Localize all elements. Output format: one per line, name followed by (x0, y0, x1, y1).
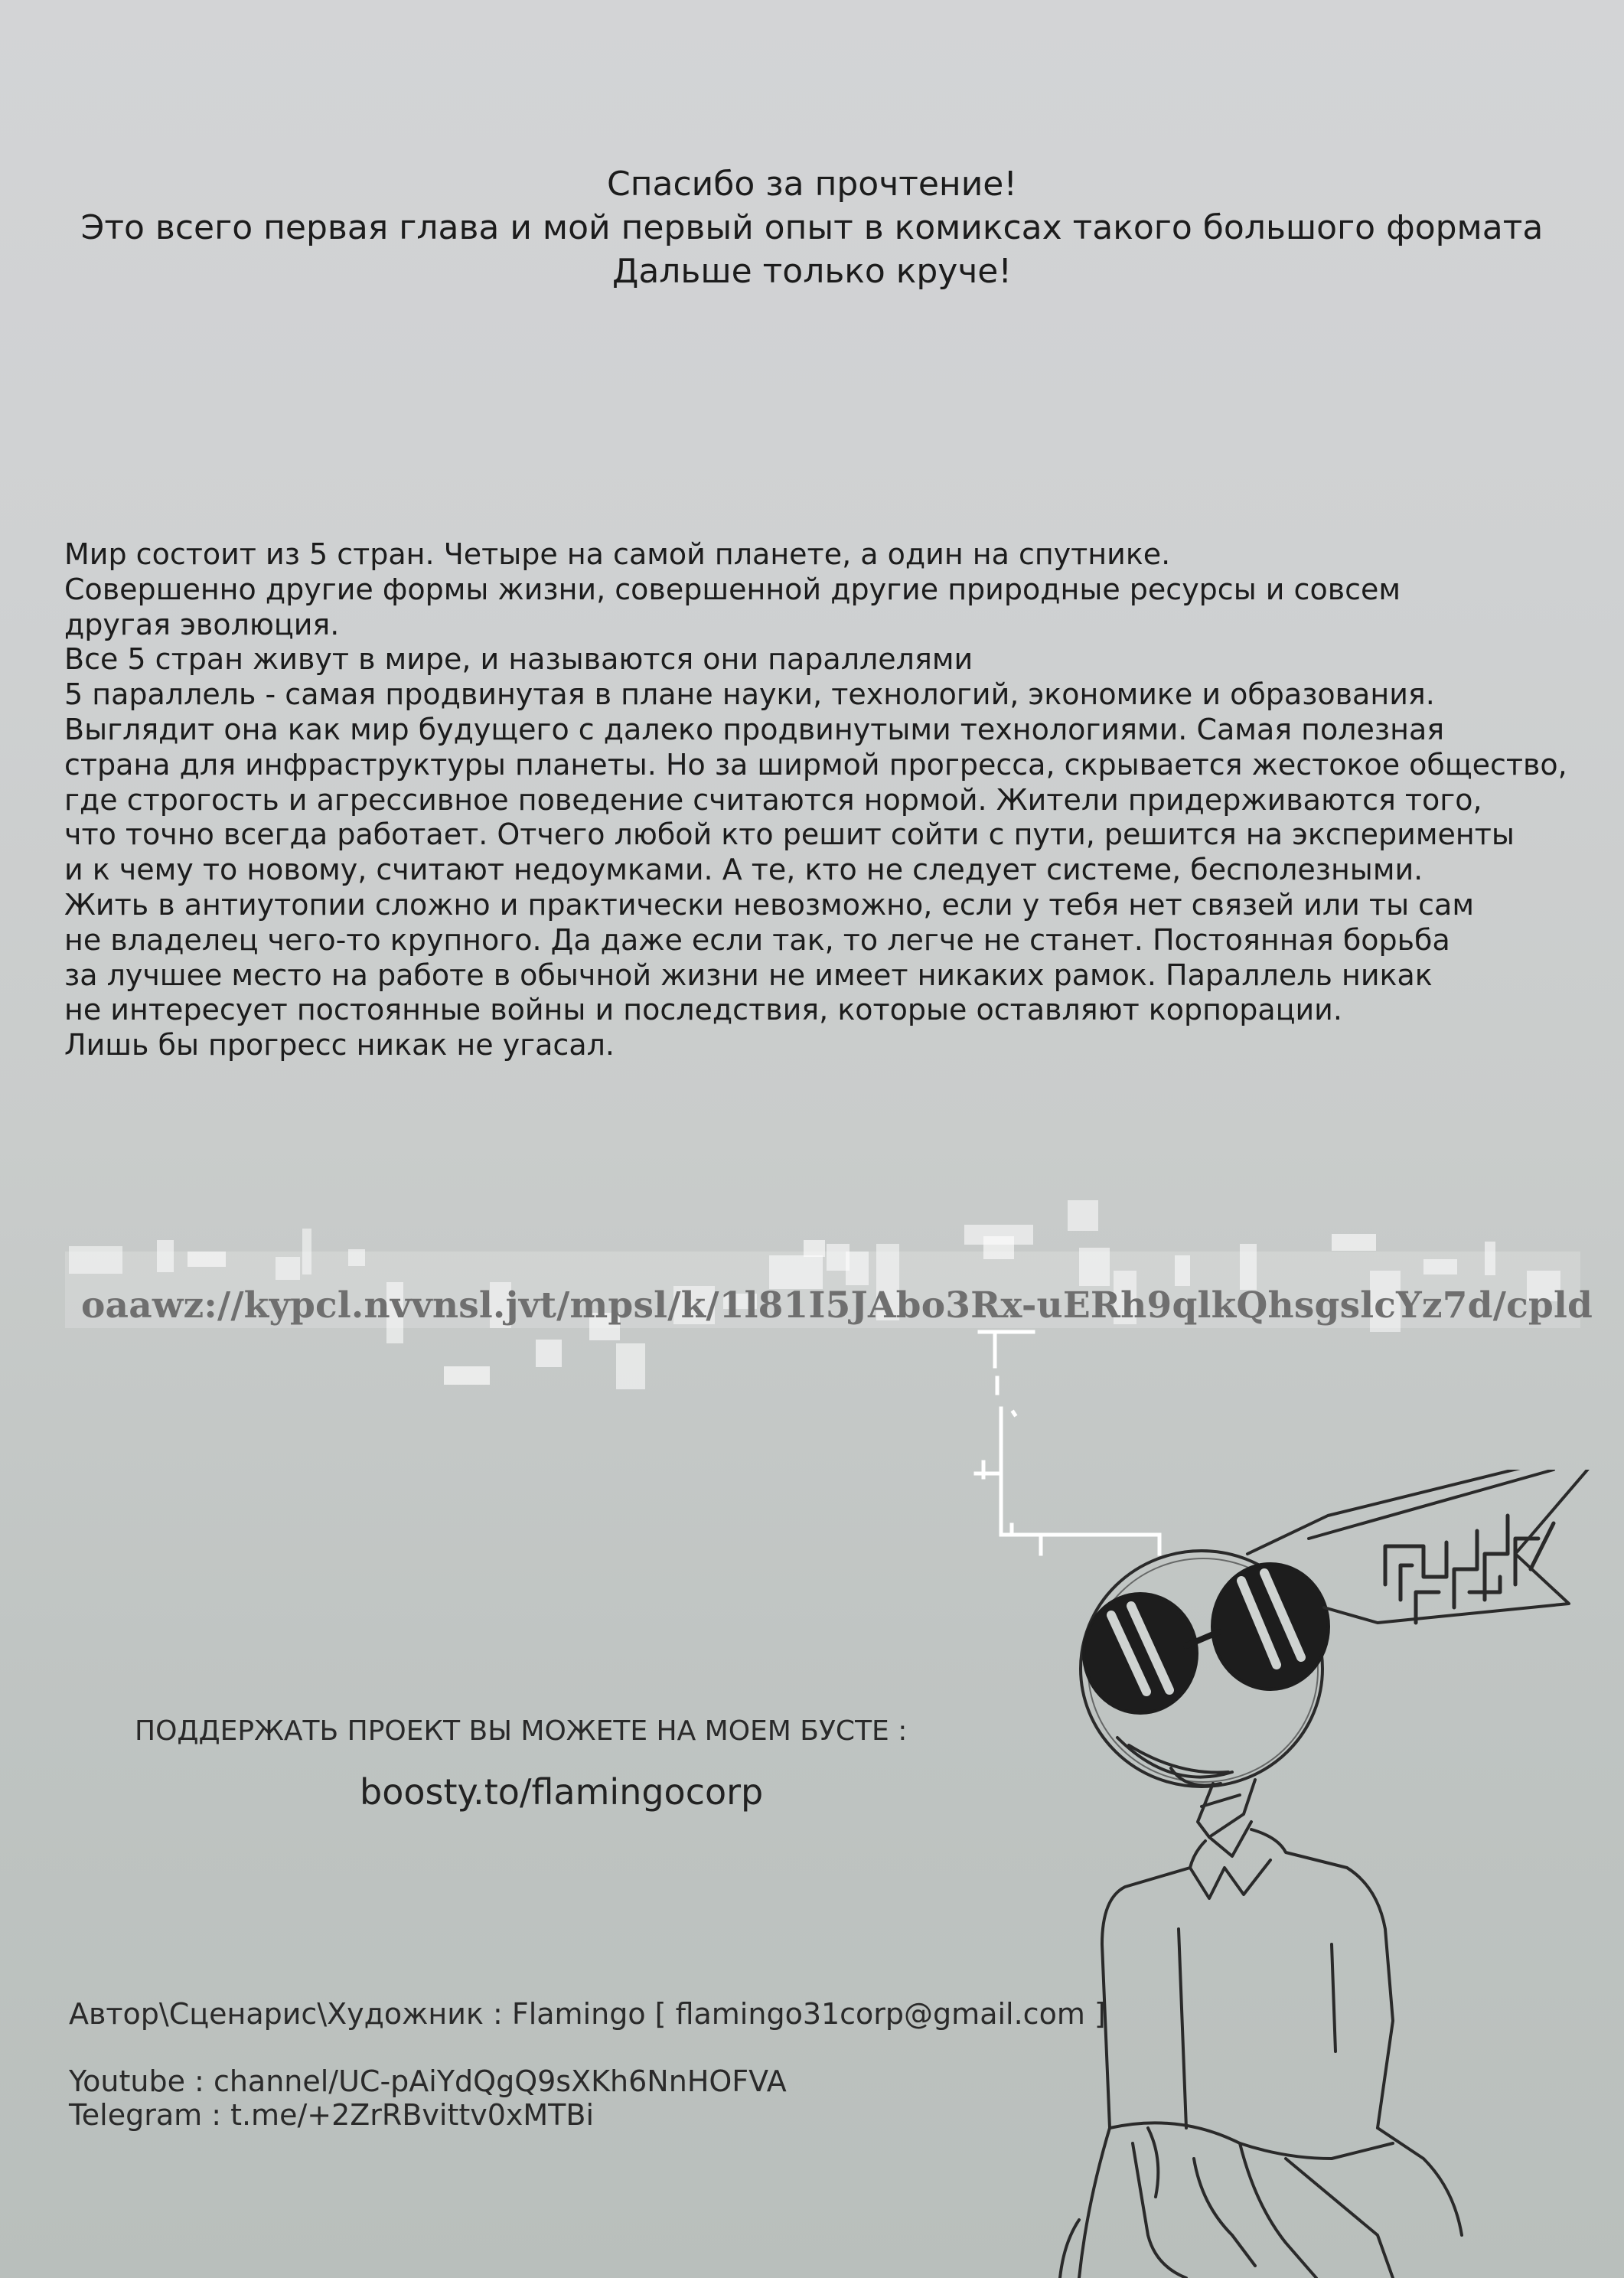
lore-line: другая эволюция. (64, 607, 340, 641)
lore-line: Лишь бы прогресс никак не угасал. (64, 1028, 615, 1062)
thanks-line-1: Спасибо за прочтение! (606, 165, 1017, 204)
lore-line: страна для инфраструктуры планеты. Но за ширмой прогресса, скрывается жестокое общество, (64, 747, 1567, 782)
lore-line: 5 параллель - самая продвинутая в плане науки, технологий, экономике и образования. (64, 677, 1435, 712)
youtube-link[interactable]: Youtube : channel/UC-pAiYdQgQ9sXKh6NnHOFVA (69, 2064, 787, 2098)
lore-line: и к чему то новому, считают недоумками. А те, кто не следует системе, бесполезными. (64, 853, 1423, 887)
lore-line: Жить в антиутопии сложно и практически невозможно, если у тебя нет связей или ты сам (64, 887, 1474, 922)
thanks-line-2: Это всего первая глава и мой первый опыт в комиксах такого большого формата (80, 208, 1544, 247)
telegram-link[interactable]: Telegram : t.me/+2ZrRBvittv0xMTBi (69, 2098, 595, 2132)
lore-line: не владелец чего-то крупного. Да даже если так, то легче не станет. Постоянная борьба (64, 922, 1450, 957)
character-illustration (1056, 1470, 1624, 2278)
lore-line: Выглядит она как мир будущего с далеко продвинутыми технологиями. Самая полезная (64, 712, 1445, 746)
boosty-link[interactable]: boosty.to/flamingocorp (360, 1771, 764, 1813)
glitch-url-text: oaawz://kypcl.nvvnsl.jvt/mpsl/k/1l81I5JAbo3Rx-uERh9qlkQhsgslcYz7d/cpld (81, 1284, 1593, 1327)
lore-line: Совершенно другие формы жизни, совершенной другие природные ресурсы и совсем (64, 572, 1401, 606)
lore-paragraph (64, 537, 1610, 1063)
lore-line: где строгость и агрессивное поведение считаются нормой. Жители придерживаются того, (64, 782, 1482, 817)
lore-line: за лучшее место на работе в обычной жизни не имеет никаких рамок. Параллель никак (64, 958, 1433, 992)
lore-line: Мир состоит из 5 стран. Четыре на самой планете, а один на спутнике. (64, 537, 1171, 571)
lore-line: не интересует постоянные войны и последствия, которые оставляют корпорации. (64, 993, 1342, 1027)
thanks-line-3: Дальше только круче! (611, 252, 1013, 291)
thanks-message (0, 162, 1624, 293)
lore-line: что точно всегда работает. Отчего любой кто решит сойти с пути, решится на эксперименты (64, 818, 1515, 852)
lore-line: Все 5 стран живут в мире, и называются они параллелями (64, 642, 973, 677)
author-credits: Автор\Сценарис\Художник : Flamingo [ flamingo31corp@gmail.com ] (69, 1997, 1106, 2031)
support-label: ПОДДЕРЖАТЬ ПРОЕКТ ВЫ МОЖЕТЕ НА МОЕМ БУСТЕ : (135, 1715, 908, 1747)
